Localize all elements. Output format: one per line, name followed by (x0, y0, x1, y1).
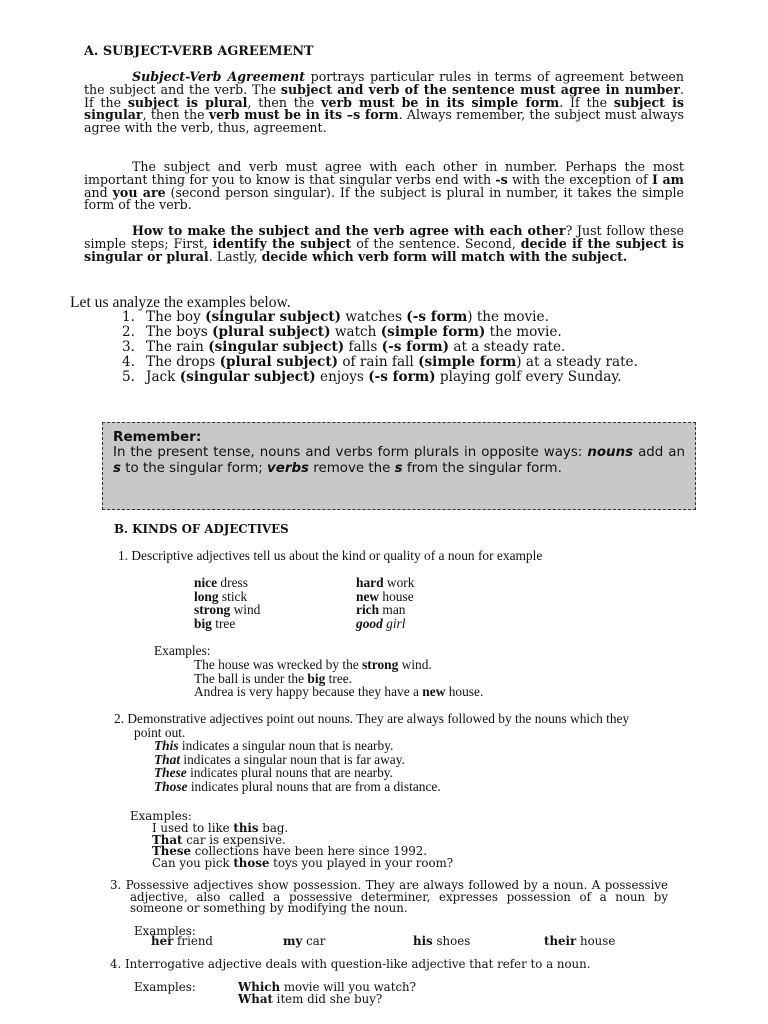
list-item: These indicates plural nouns that are nearby. (154, 765, 393, 781)
list-item: I used to like this bag. (152, 821, 289, 835)
examples-label: Examples: (134, 980, 196, 994)
list-item: strong wind (194, 602, 261, 618)
examples-label: Examples: (154, 643, 211, 658)
list-item: That car is expensive. (152, 832, 286, 847)
interrogative-examples (238, 982, 598, 1005)
list-item: her friend (151, 934, 213, 948)
paragraph-1: Subject-Verb Agreement portrays particular rules in terms of agreement between the subject and the verb. The subject and verb of the sentence must agree in number. If the subject is plural, then the verb must be in its simple form. If the subject is singular, then the verb must be in its –s form. Always remember, the subject must always agree with the verb, thus, agreement. (84, 69, 685, 136)
list-item: rich man (356, 602, 406, 618)
possessive-adjectives-text: 3. Possessive adjectives show possession. They are always followed by a noun. A possessive adjective, also called a possessive determiner, expresses possession of a noun by someone or something by modifying the noun. (110, 878, 668, 916)
list-item: Andrea is very happy because they have a new house. (194, 684, 484, 700)
interrogative-adjective-text: 4. Interrogative adjective deals with question-like adjective that refer to a noun. (110, 957, 591, 971)
list-item: their house (544, 934, 616, 948)
list-item: 4. The drops (plural subject) of rain fall (simple form) at a steady rate. (122, 354, 638, 370)
section-b-title: B. KINDS OF ADJECTIVES (114, 522, 289, 536)
list-item: Which movie will you watch? (238, 980, 416, 994)
list-item: Can you pick those toys you played in your room? (152, 855, 454, 870)
section-a-title: A. SUBJECT-VERB AGREEMENT (84, 44, 314, 59)
remember-title: Remember: (113, 429, 202, 445)
list-item: new house (356, 588, 414, 604)
possessive-examples (151, 936, 654, 948)
agreement-examples-list (122, 310, 695, 385)
list-item: good girl (356, 615, 406, 631)
list-item: long stick (194, 588, 248, 604)
paragraph-3: How to make the subject and the verb agree with each other? Just follow these simple steps; First, identify the subject of the sentence. Second, decide if the subject is singular or plural. Lastly, decide which verb form will match with the subject. (84, 223, 684, 264)
examples-label: Examples: (134, 924, 196, 938)
examples-label: Examples: (130, 809, 192, 823)
examples-intro: Let us analyze the examples below. (70, 294, 291, 311)
list-item: Those indicates plural nouns that are from a distance. (154, 778, 441, 794)
list-item: What item did she buy? (238, 991, 383, 1006)
list-item: This indicates a singular noun that is nearby. (154, 738, 394, 753)
demonstrative-examples (152, 823, 572, 869)
descriptive-adjectives-text: 1. Descriptive adjectives tell us about the kind or quality of a noun for example (118, 548, 543, 563)
demonstrative-adjectives-text: 2. Demonstrative adjectives point out nouns. They are always followed by the nouns which they point out. (114, 711, 630, 740)
demonstrative-definitions (154, 739, 574, 793)
list-item: That indicates a singular noun that is far away. (154, 751, 405, 767)
list-item: my car (283, 934, 326, 948)
list-item: nice dress (194, 575, 248, 590)
list-item: hard work (356, 575, 415, 590)
paragraph-2: The subject and verb must agree with each other in number. Perhaps the most important thing for you to know is that singular verbs end with -s with the exception of I am and you are (second person singular). If the subject is plural in number, it takes the simple form of the verb. (84, 159, 684, 213)
list-item: 1. The boy (singular subject) watches (-s form) the movie. (122, 309, 549, 325)
descriptive-examples (194, 658, 614, 699)
list-item: 2. The boys (plural subject) watch (simple form) the movie. (122, 324, 562, 340)
list-item: big tree (194, 615, 236, 631)
remember-box: Remember: In the present tense, nouns and verbs form plurals in opposite ways: nouns add an s to the singular form; verbs remove the s from the singular form. (102, 422, 696, 510)
list-item: 3. The rain (singular subject) falls (-s form) at a steady rate. (122, 339, 566, 355)
list-item: The ball is under the big tree. (194, 670, 353, 686)
list-item: The house was wrecked by the strong wind. (194, 657, 432, 672)
list-item: These collections have been here since 1992. (152, 844, 427, 859)
descriptive-pairs (194, 576, 516, 630)
list-item: 5. Jack (singular subject) enjoys (-s form) playing golf every Sunday. (122, 369, 622, 385)
list-item: his shoes (413, 934, 471, 948)
